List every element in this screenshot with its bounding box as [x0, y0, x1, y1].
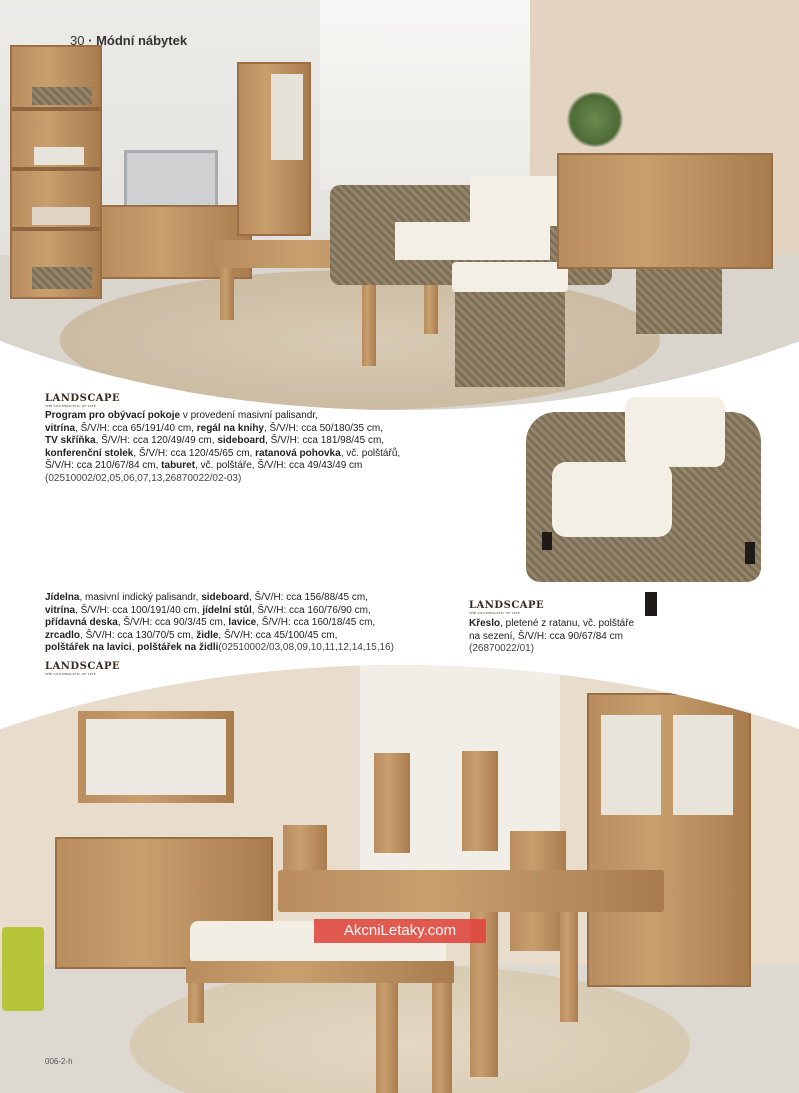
- dining-table: [278, 870, 664, 912]
- brand-logo: LANDSCAPE THE SOUTHPACIFIC OF LIFE: [469, 600, 545, 615]
- page-title: Módní nábytek: [96, 33, 188, 48]
- dining-room-photo: [0, 665, 799, 1093]
- living-room-description: Program pro obývací pokoje v provedení masivní palisandr, vitrína, Š/V/H: cca 65/191/40 cm, regál na knihy, Š/V/H: cca 50/180/35 cm, TV skříňka, Š/V/H: cca 120/49/49 cm, sideboard, Š/V/H: cca 181/98/45 cm, konferenční stolek, Š/V/H: cca 120/45/65 cm, ratanová pohovka, vč. polštářů, Š/V/H: cca 210/67/84 cm, taburet, vč. polštáře, Š/V/H: cca 49/43/49 cm (02510002/02,05,06,07,13,26870022/02-03): [45, 410, 485, 486]
- display-cabinet: [237, 62, 311, 236]
- article-code: (26870022/01): [469, 643, 535, 655]
- armchair-photo: [520, 392, 765, 617]
- bookshelf: [10, 45, 102, 299]
- page-header: [70, 33, 187, 48]
- header-separator: ·: [88, 33, 93, 48]
- rug: [60, 270, 660, 410]
- bench: [186, 961, 454, 983]
- sideboard: [557, 153, 773, 269]
- dining-description: Jídelna, masivní indický palisandr, sideboard, Š/V/H: cca 156/88/45 cm, vitrína, Š/V/H: cca 100/191/40 cm, jídelní stůl, Š/V/H: cca 160/76/90 cm, přídavná deska, Š/V/H: cca 90/3/45 cm, lavice, Š/V/H: cca 160/18/45 cm, zrcadlo, Š/V/H: cca 130/70/5 cm, židle, Š/V/H: cca 45/100/45 cm, polštářek na lavici, polštářek na židli(02510002/03,08,09,10,11,12,14,15,16): [45, 592, 394, 654]
- vase: [2, 927, 44, 1011]
- armchair-description: Křeslo, pletené z ratanu, vč. polštáře na sezení, Š/V/H: cca 90/67/84 cm (26870022/01): [469, 618, 769, 656]
- window: [320, 0, 530, 190]
- living-room-photo: [0, 0, 799, 410]
- watermark: AkcniLetaky.com: [314, 919, 486, 943]
- page-number: 30: [70, 33, 85, 48]
- brand-logo: LANDSCAPE THE SOUTHPACIFIC OF LIFE: [45, 393, 121, 408]
- footer-code: 006-2-h: [45, 1057, 73, 1066]
- mirror: [78, 711, 234, 803]
- article-code: (02510002/02,05,06,07,13,26870022/02-03): [45, 472, 242, 484]
- display-cabinet: [587, 693, 751, 987]
- plant: [565, 92, 625, 147]
- brand-logo: LANDSCAPE THE SOUTHPACIFIC OF LIFE: [45, 661, 121, 676]
